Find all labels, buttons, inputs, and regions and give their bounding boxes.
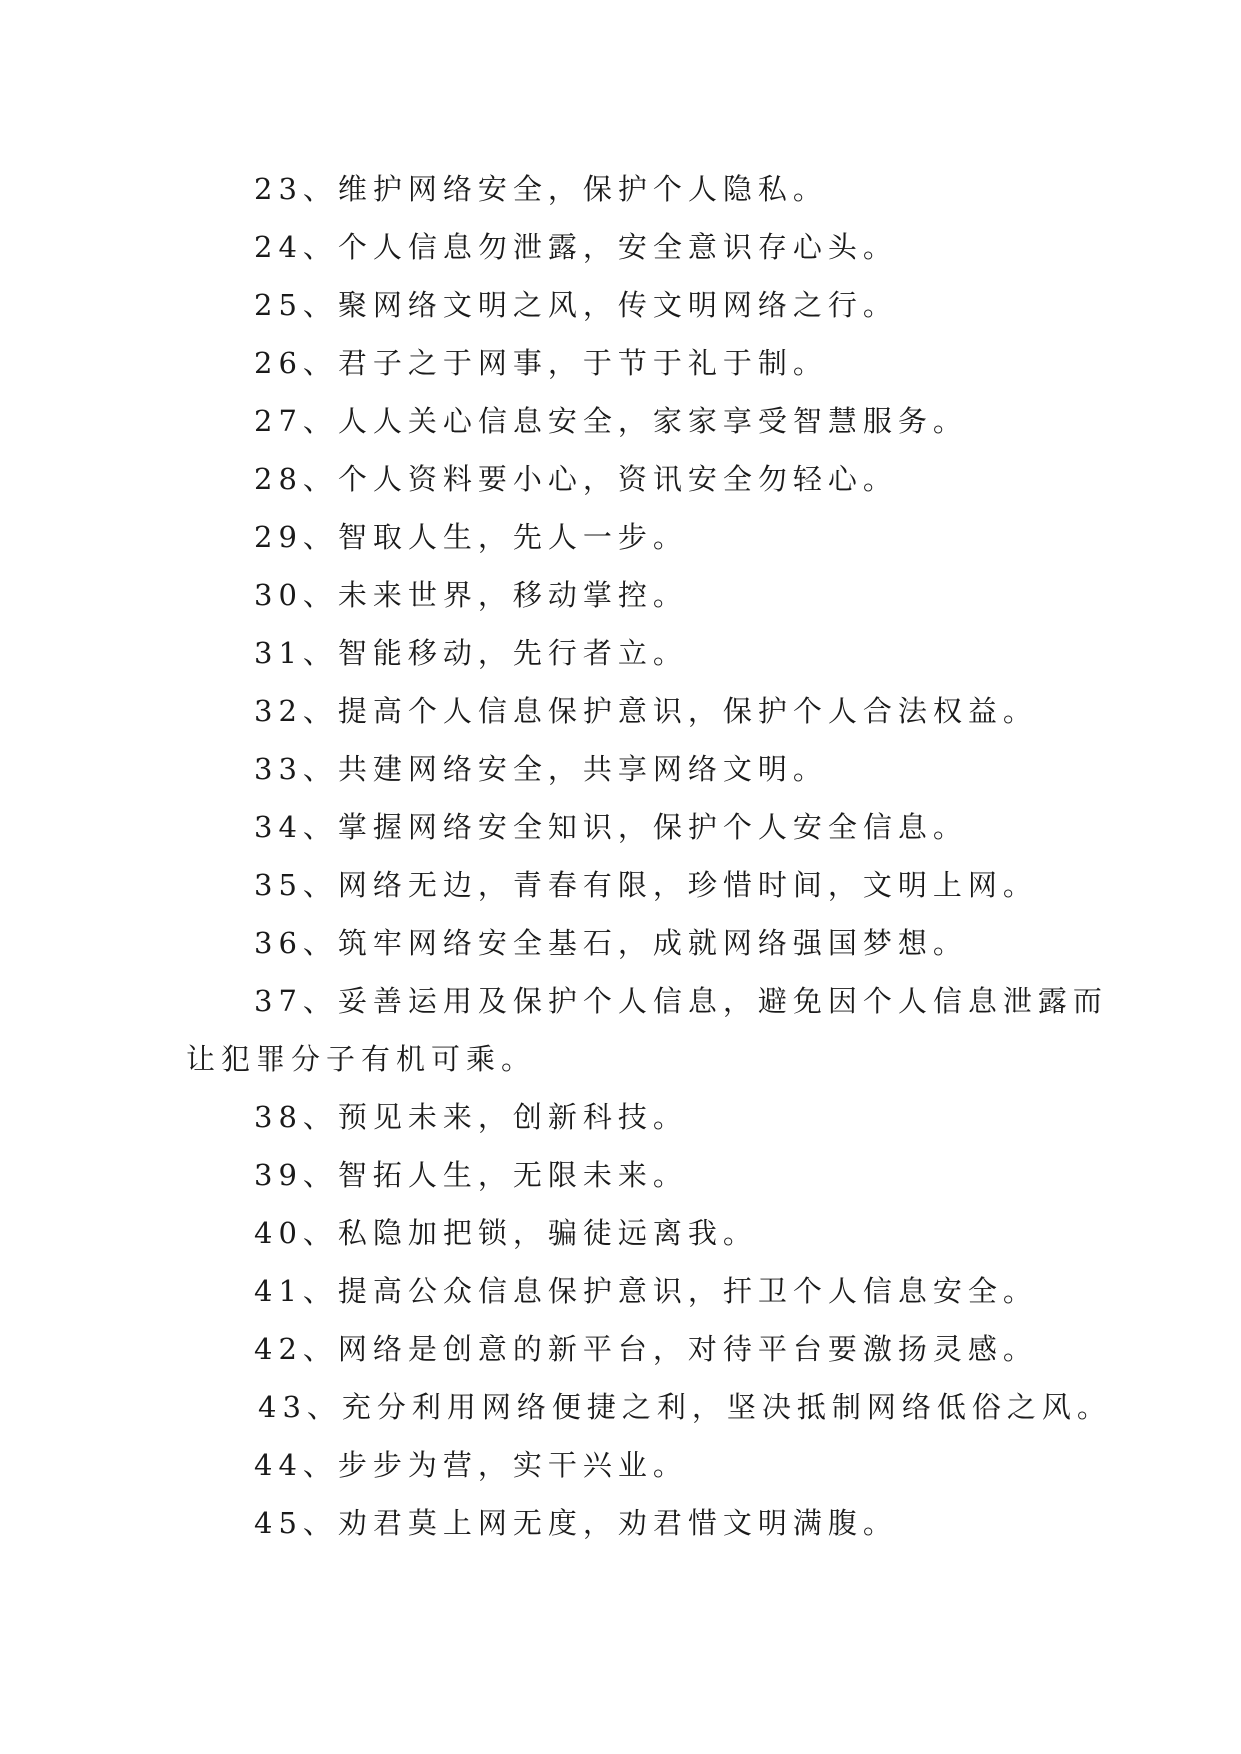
slogan-line: 39、智拓人生，无限未来。 bbox=[254, 1158, 688, 1192]
slogan-line: 42、网络是创意的新平台，对待平台要激扬灵感。 bbox=[254, 1332, 1038, 1366]
slogan-line: 25、聚网络文明之风，传文明网络之行。 bbox=[254, 288, 898, 322]
slogan-line: 31、智能移动，先行者立。 bbox=[254, 636, 688, 670]
slogan-line-continuation: 让犯罪分子有机可乘。 bbox=[186, 1042, 537, 1076]
slogan-line: 30、未来世界，移动掌控。 bbox=[254, 578, 688, 612]
slogan-line: 34、掌握网络安全知识，保护个人安全信息。 bbox=[254, 810, 968, 844]
slogan-line: 24、个人信息勿泄露，安全意识存心头。 bbox=[254, 230, 898, 264]
slogan-line: 27、人人关心信息安全，家家享受智慧服务。 bbox=[254, 404, 968, 438]
slogan-line: 43、充分利用网络便捷之利，坚决抵制网络低俗之风。 bbox=[258, 1390, 1112, 1424]
slogan-list bbox=[186, 160, 1112, 1552]
slogan-line: 35、网络无边，青春有限，珍惜时间，文明上网。 bbox=[254, 868, 1038, 902]
slogan-line: 36、筑牢网络安全基石，成就网络强国梦想。 bbox=[254, 926, 968, 960]
slogan-line: 40、私隐加把锁，骗徒远离我。 bbox=[254, 1216, 758, 1250]
slogan-line: 37、妥善运用及保护个人信息，避免因个人信息泄露而 bbox=[254, 984, 1108, 1018]
slogan-line: 33、共建网络安全，共享网络文明。 bbox=[254, 752, 828, 786]
slogan-line: 26、君子之于网事，于节于礼于制。 bbox=[254, 346, 828, 380]
slogan-line: 29、智取人生，先人一步。 bbox=[254, 520, 688, 554]
slogan-line: 44、步步为营，实干兴业。 bbox=[254, 1448, 688, 1482]
slogan-line: 38、预见未来，创新科技。 bbox=[254, 1100, 688, 1134]
slogan-line: 23、维护网络安全，保护个人隐私。 bbox=[254, 172, 828, 206]
slogan-line: 32、提高个人信息保护意识，保护个人合法权益。 bbox=[254, 694, 1038, 728]
slogan-line: 45、劝君莫上网无度，劝君惜文明满腹。 bbox=[254, 1506, 898, 1540]
slogan-line: 28、个人资料要小心，资讯安全勿轻心。 bbox=[254, 462, 898, 496]
slogan-line: 41、提高公众信息保护意识，扞卫个人信息安全。 bbox=[254, 1274, 1038, 1308]
